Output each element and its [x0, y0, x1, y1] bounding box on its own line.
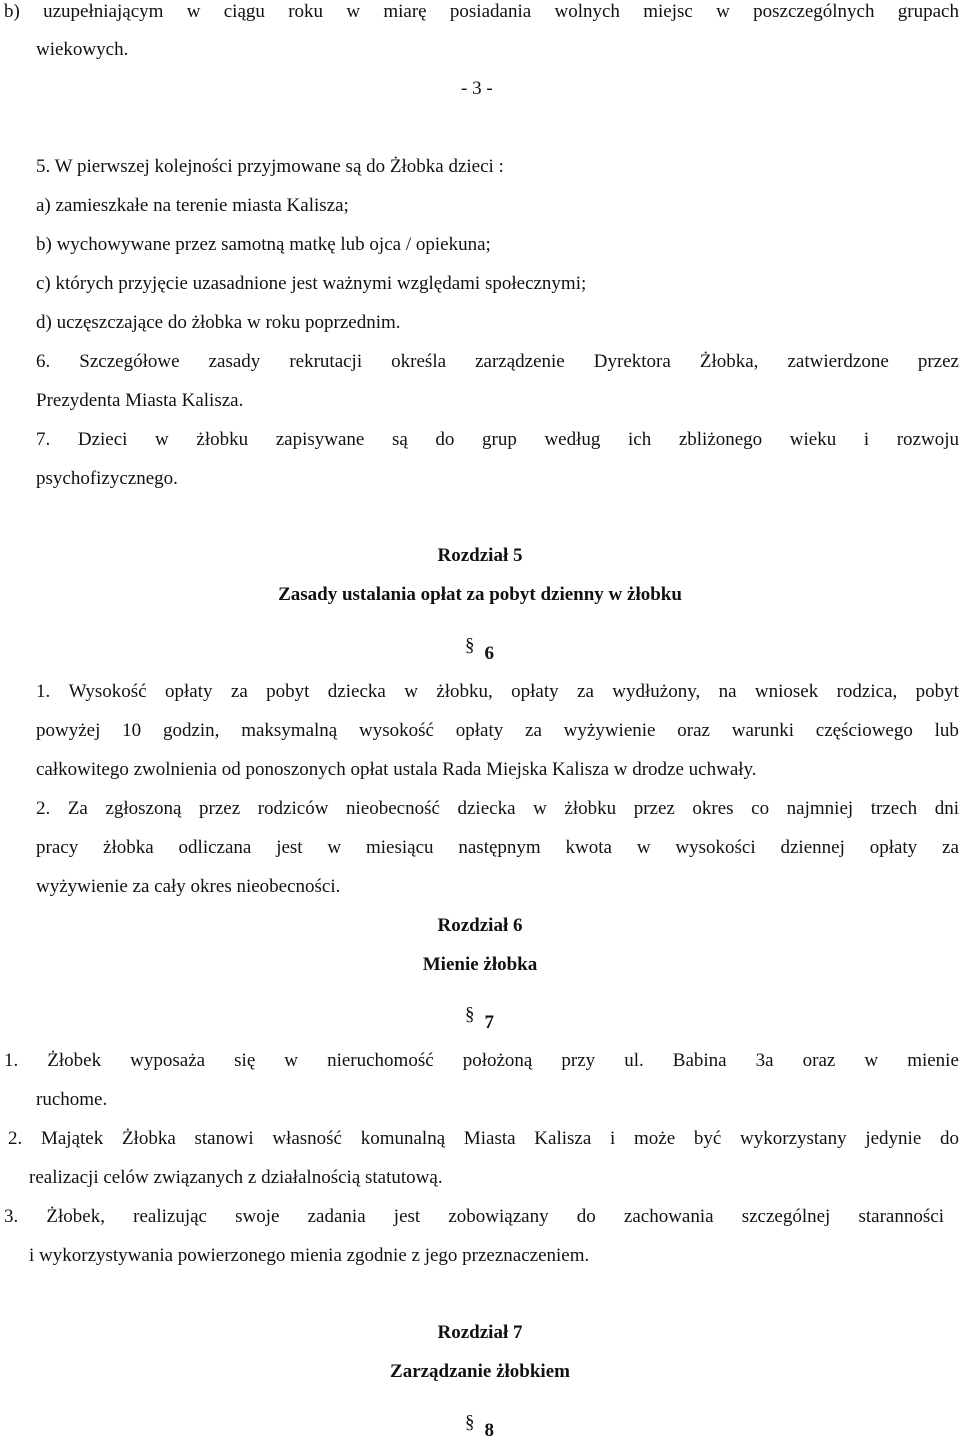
- word: ul.: [624, 1050, 644, 1071]
- word: i: [610, 1128, 616, 1149]
- word: roku: [288, 1, 324, 22]
- word: rodziców: [257, 798, 329, 819]
- word: za: [525, 720, 542, 741]
- word: miesiącu: [366, 837, 434, 858]
- text-line: [36, 719, 959, 743]
- text-line: 5. W pierwszej kolejności przyjmowane są do Żłobka dzieci :: [36, 156, 504, 177]
- word: do: [435, 429, 455, 450]
- word: grupach: [897, 1, 959, 22]
- text-line: realizacji celów związanych z działalnością statutową.: [29, 1167, 443, 1188]
- word: wysokość: [359, 720, 434, 741]
- text-line: [36, 350, 959, 374]
- word: za: [942, 837, 959, 858]
- chapter-title: Rozdział 7: [437, 1322, 523, 1343]
- word: uzupełniającym: [43, 1, 164, 22]
- section-sign: §: [465, 1412, 475, 1433]
- word: 7.: [36, 429, 51, 450]
- word: najmniej: [786, 798, 854, 819]
- word: lub: [934, 720, 959, 741]
- word: może: [634, 1128, 676, 1149]
- word: wysokości: [675, 837, 756, 858]
- chapter-subtitle: Mienie żłobka: [422, 954, 538, 975]
- word: maksymalną: [241, 720, 338, 741]
- word: w: [864, 1050, 879, 1071]
- word: 1.: [36, 681, 51, 702]
- word: położoną: [462, 1050, 533, 1071]
- word: przy: [561, 1050, 596, 1071]
- word: jest: [393, 1206, 421, 1227]
- word: 10: [122, 720, 142, 741]
- word: 6.: [36, 351, 51, 372]
- word: za: [230, 681, 248, 702]
- text-line: [4, 1049, 959, 1073]
- word: Wysokość: [68, 681, 147, 702]
- word: żłobku: [564, 798, 617, 819]
- word: Dzieci: [77, 429, 128, 450]
- text-line: Prezydenta Miasta Kalisza.: [36, 390, 244, 411]
- word: zachowania: [623, 1206, 714, 1227]
- word: na: [718, 681, 737, 702]
- word: swoje: [235, 1206, 280, 1227]
- word: 2.: [36, 798, 51, 819]
- word: rodzica,: [836, 681, 898, 702]
- word: są: [391, 429, 408, 450]
- word: ciągu: [223, 1, 265, 22]
- word: Żłobek,: [46, 1206, 105, 1227]
- word: 3a: [755, 1050, 774, 1071]
- word: następnym: [458, 837, 541, 858]
- word: zgłoszoną: [105, 798, 182, 819]
- word: powyżej: [36, 720, 101, 741]
- word: realizując: [133, 1206, 207, 1227]
- list-item: b) wychowywane przez samotną matkę lub ojca / opiekuna;: [36, 234, 491, 255]
- text-line: [36, 680, 959, 704]
- word: mienie: [907, 1050, 959, 1071]
- text-line: [36, 836, 959, 860]
- word: wolnych: [554, 1, 620, 22]
- word: w: [346, 1, 361, 22]
- word: do: [576, 1206, 596, 1227]
- word: za: [577, 681, 594, 702]
- section-sign: §: [465, 635, 475, 656]
- word: przez: [199, 798, 241, 819]
- text-line: ruchome.: [36, 1089, 108, 1110]
- word: rekrutacji: [289, 351, 363, 372]
- text-line: [4, 1205, 944, 1229]
- word: jest: [276, 837, 303, 858]
- word: zobowiązany: [448, 1206, 549, 1227]
- word: w: [327, 837, 342, 858]
- word: 2.: [8, 1128, 23, 1149]
- word: w: [186, 1, 201, 22]
- word: Miasta: [463, 1128, 516, 1149]
- word: stanowi: [194, 1128, 254, 1149]
- word: według: [544, 429, 601, 450]
- text-line: i wykorzystywania powierzonego mienia zgodnie z jego przeznaczeniem.: [29, 1245, 590, 1266]
- word: wniosek: [754, 681, 819, 702]
- chapter-subtitle: Zarządzanie żłobkiem: [390, 1361, 570, 1382]
- word: dziennej: [780, 837, 845, 858]
- word: kwota: [565, 837, 612, 858]
- word: w: [636, 837, 651, 858]
- word: przez: [633, 798, 675, 819]
- word: ich: [628, 429, 652, 450]
- word: do: [940, 1128, 959, 1149]
- paragraph-number-value: 7: [484, 1012, 494, 1033]
- word: określa: [391, 351, 447, 372]
- word: posiadania: [449, 1, 532, 22]
- list-item: c) których przyjęcie uzasadnione jest ważnymi względami społecznymi;: [36, 273, 587, 294]
- text-line: wiekowych.: [36, 39, 129, 60]
- word: godzin,: [162, 720, 220, 741]
- word: pobyt: [915, 681, 959, 702]
- page-number: - 3 -: [461, 78, 493, 99]
- word: nieobecność: [346, 798, 440, 819]
- word: wykorzystany: [740, 1128, 847, 1149]
- word: zasady: [208, 351, 261, 372]
- word: 1.: [4, 1050, 19, 1071]
- word: trzech: [870, 798, 918, 819]
- paragraph-number: [465, 1412, 494, 1443]
- word: komunalną: [360, 1128, 446, 1149]
- word: warunki: [731, 720, 795, 741]
- word: Żłobka: [121, 1128, 176, 1149]
- word: żłobku: [196, 429, 249, 450]
- word: zapisywane: [275, 429, 365, 450]
- word: zarządzenie: [475, 351, 565, 372]
- list-item: a) zamieszkałe na terenie miasta Kalisza;: [36, 195, 349, 216]
- word: Kalisza: [534, 1128, 592, 1149]
- text-line: [36, 797, 959, 821]
- chapter-subtitle: Zasady ustalania opłat za pobyt dzienny w żłobku: [278, 584, 682, 605]
- word: miejsc: [643, 1, 693, 22]
- word: i: [863, 429, 870, 450]
- word: Żłobek: [47, 1050, 102, 1071]
- word: się: [234, 1050, 256, 1071]
- text-line: [36, 428, 959, 452]
- word: Szczegółowe: [79, 351, 180, 372]
- word: pracy: [36, 837, 79, 858]
- word: żłobku,: [436, 681, 493, 702]
- chapter-title: Rozdział 5: [437, 545, 523, 566]
- word: b): [4, 1, 20, 22]
- word: częściowego: [815, 720, 913, 741]
- word: w: [284, 1050, 299, 1071]
- word: okres: [692, 798, 734, 819]
- word: oraz: [677, 720, 710, 741]
- word: oraz: [802, 1050, 836, 1071]
- word: co: [751, 798, 770, 819]
- word: Babina: [672, 1050, 727, 1071]
- word: wydłużony,: [612, 681, 701, 702]
- list-item: d) uczęszczające do żłobka w roku poprzednim.: [36, 312, 401, 333]
- word: wieku: [789, 429, 837, 450]
- word: jedynie: [865, 1128, 922, 1149]
- word: 3.: [4, 1206, 19, 1227]
- word: Za: [67, 798, 88, 819]
- word: miarę: [383, 1, 427, 22]
- word: dziecka: [327, 681, 386, 702]
- word: własność: [272, 1128, 342, 1149]
- word: Majątek: [40, 1128, 104, 1149]
- word: dziecka: [457, 798, 516, 819]
- text-line: wyżywienie za cały okres nieobecności.: [36, 876, 341, 897]
- word: zatwierdzone: [787, 351, 889, 372]
- word: odliczana: [178, 837, 252, 858]
- word: zbliżonego: [678, 429, 763, 450]
- word: wyposaża: [130, 1050, 206, 1071]
- word: Dyrektora: [593, 351, 671, 372]
- word: żłobka: [103, 837, 154, 858]
- word: pobyt: [266, 681, 310, 702]
- text-line: psychofizycznego.: [36, 468, 178, 489]
- text-line: [8, 1127, 959, 1151]
- chapter-title: Rozdział 6: [437, 915, 523, 936]
- paragraph-number-value: 6: [484, 643, 494, 664]
- word: staranności: [858, 1206, 944, 1227]
- word: grup: [482, 429, 517, 450]
- word: być: [693, 1128, 722, 1149]
- section-sign: §: [465, 1004, 475, 1025]
- word: Żłobka,: [699, 351, 759, 372]
- word: zadania: [307, 1206, 366, 1227]
- paragraph-number-value: 8: [484, 1420, 494, 1441]
- word: przez: [917, 351, 959, 372]
- word: poszczególnych: [753, 1, 875, 22]
- word: opłaty: [455, 720, 504, 741]
- word: w: [533, 798, 547, 819]
- word: wyżywienie: [563, 720, 656, 741]
- word: w: [155, 429, 169, 450]
- word: w: [404, 681, 418, 702]
- word: rozwoju: [896, 429, 959, 450]
- text-line: [4, 0, 959, 24]
- word: szczególnej: [741, 1206, 831, 1227]
- word: w: [716, 1, 730, 22]
- text-line: całkowitego zwolnienia od ponoszonych opłat ustala Rada Miejska Kalisza w drodze uchwały.: [36, 759, 757, 780]
- word: opłaty: [869, 837, 918, 858]
- paragraph-number: [465, 635, 494, 666]
- word: nieruchomość: [327, 1050, 434, 1071]
- word: opłaty: [511, 681, 559, 702]
- word: opłaty: [165, 681, 213, 702]
- word: dni: [934, 798, 959, 819]
- paragraph-number: [465, 1004, 494, 1035]
